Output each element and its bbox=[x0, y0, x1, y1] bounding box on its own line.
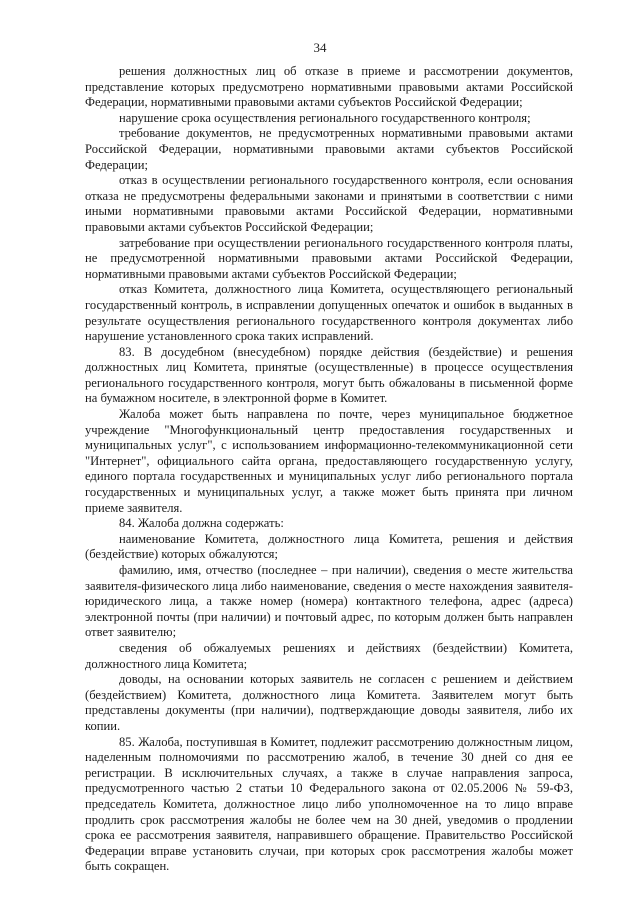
page-number: 34 bbox=[313, 40, 327, 55]
paragraph: отказ Комитета, должностного лица Комитета, осуществляющего региональный государственный контроль, в исправлении допущенных опечаток и ошибок в выданных в результате осуществления регионального государственного контроля документах либо нарушение установленного срока таких исправлений. bbox=[85, 282, 573, 344]
body-text bbox=[85, 64, 573, 875]
paragraph: нарушение срока осуществления регионального государственного контроля; bbox=[119, 110, 531, 125]
paragraph: отказ в осуществлении регионального государственного контроля, если основания отказа не предусмотрены федеральными законами и принятыми в соответствии с ними иными нормативными правовыми актами Российской Федерации, нормативными правовыми актами субъектов Российской Федерации; bbox=[85, 173, 573, 234]
paragraph: наименование Комитета, должностного лица Комитета, решения и действия (бездействие) которых обжалуются; bbox=[85, 531, 573, 562]
paragraph: фамилию, имя, отчество (последнее – при наличии), сведения о месте жительства заявителя-физического лица либо наименование, сведения о месте нахождения заявителя-юридического лица, а также номер (номера) контактного телефона, адрес (адреса) электронной почты (при наличии) и почтовый адрес, по которым должен быть направлен ответ заявителю; bbox=[85, 563, 573, 640]
paragraph-84: 84. Жалоба должна содержать: bbox=[119, 516, 284, 531]
paragraph: затребование при осуществлении регионального государственного контроля платы, не предусмотренной нормативными правовыми актами Российской Федерации, нормативными правовыми актами субъектов Российской Федерации; bbox=[85, 235, 573, 281]
paragraph: сведения об обжалуемых решениях и действиях (бездействии) Комитета, должностного лица Комитета; bbox=[85, 640, 573, 671]
paragraph: Жалоба может быть направлена по почте, через муниципальное бюджетное учреждение "Многофункциональный центр предоставления государственных и муниципальных услуг", с использованием информационно-телекоммуникационной сети "Интернет", официального сайта органа, предоставляющего государственную услугу, единого портала государственных и муниципальных услуг либо регионального портала государственных и муниципальных услуг, а также может быть принята при личном приеме заявителя. bbox=[85, 407, 573, 515]
paragraph: требование документов, не предусмотренных нормативными правовыми актами Российской Федерации, нормативными правовыми актами субъектов Российской Федерации; bbox=[85, 126, 573, 172]
paragraph-85: 85. Жалоба, поступившая в Комитет, подлежит рассмотрению должностным лицом, наделенным полномочиями по рассмотрению жалоб, в течение 30 дней со дня ее регистрации. В исключительных случаях, а также в случае направления запроса, предусмотренного частью 2 статьи 10 Федерального закона от 02.05.2006 № 59-ФЗ, председатель Комитета, должностное лицо либо уполномоченное на то лицо вправе продлить срок рассмотрения жалобы не более чем на 30 дней, уведомив о продлении срока ее рассмотрения заявителя, направившего обращение. Правительство Российской Федерации вправе установить случаи, при которых срок рассмотрения жалобы может быть сокращен. bbox=[85, 734, 573, 874]
paragraph: решения должностных лиц об отказе в приеме и рассмотрении документов, представление которых предусмотрено нормативными правовыми актами Российской Федерации, нормативными правовыми актами субъектов Российской Федерации; bbox=[85, 64, 573, 110]
paragraph-83: 83. В досудебном (внесудебном) порядке действия (бездействие) и решения должностных лиц Комитета, принятые (осуществленные) в процессе осуществления регионального государственного контроля, могут быть обжалованы в письменной форме на бумажном носителе, в электронной форме в Комитет. bbox=[85, 344, 573, 406]
paragraph: доводы, на основании которых заявитель не согласен с решением и действием (бездействием) Комитета, должностного лица Комитета. Заявителем могут быть представлены документы (при наличии), подтверждающие доводы заявителя, либо их копии. bbox=[85, 672, 573, 733]
